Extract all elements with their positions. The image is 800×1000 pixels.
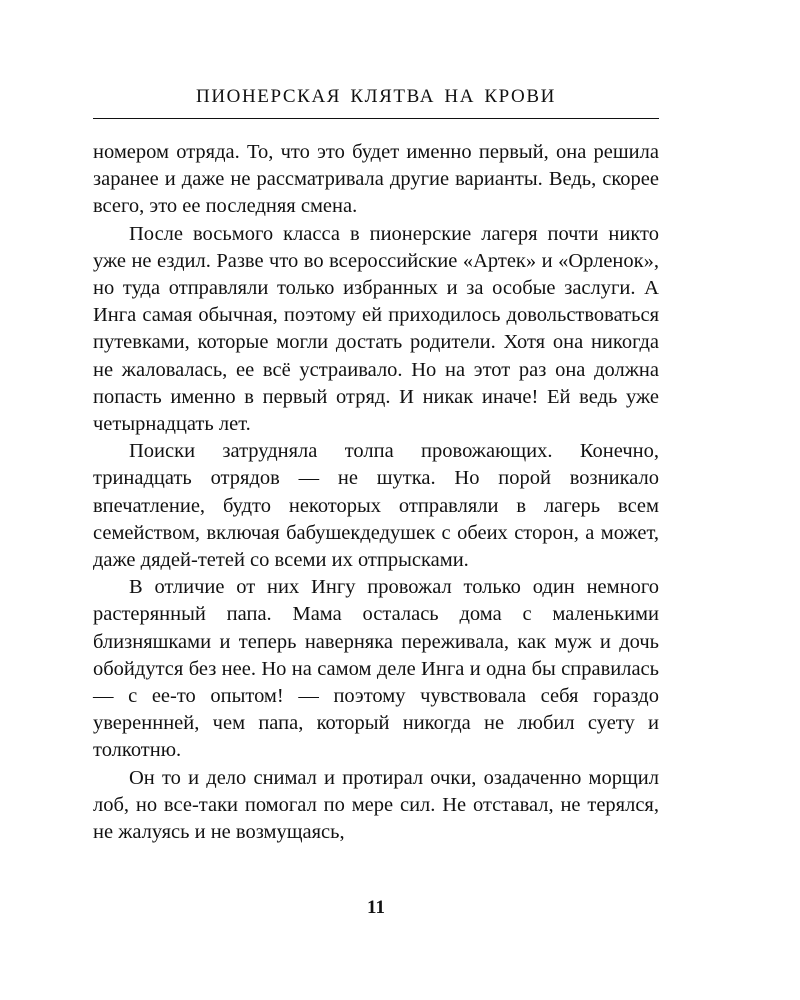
page-number: 11 xyxy=(367,897,385,918)
header-rule xyxy=(93,118,659,119)
paragraph-2: После восьмого класса в пионерские лагеря почти никто уже не ездил. Разве что во всероссийские «Артек» и «Орленок», но туда отправляли только избранных и за особые заслуги. А Инга самая обычная, поэтому ей приходилось довольствоваться путевками, которые могли достать родители. Хотя она никогда не жаловалась, ее всё устраивало. Но на этот раз она должна попасть именно в первый отряд. И никак иначе! Ей ведь уже четырнадцать лет. xyxy=(93,222,659,436)
paragraph-3: Поиски затрудняла толпа провожающих. Конечно, тринадцать отрядов — не шутка. Но порой возникало впечатление, будто некоторых отправляли в лагерь всем семейством, включая бабушекдедушек с обеих сторон, а может, даже дядей-тетей со всеми их отпрысками. xyxy=(93,440,659,572)
body-text xyxy=(93,139,659,846)
paragraph-4: В отличие от них Ингу провожал только один немного растерянный папа. Мама осталась дома с маленькими близняшками и теперь наверняка переживала, как муж и дочь обойдутся без нее. Но на самом деле Инга и одна бы справилась — с ее-то опытом! — поэтому чувствовала себя гораздо увереннней, чем папа, который никогда не любил суету и толкотню. xyxy=(93,576,659,762)
paragraph-1: номером отряда. То, что это будет именно первый, она решила заранее и даже не рассматривала другие варианты. Ведь, скорее всего, это ее последняя смена. xyxy=(93,141,659,218)
paragraph-5: Он то и дело снимал и протирал очки, озадаченно морщил лоб, но все-таки помогал по мере сил. Не отставал, не терялся, не жалуясь и не возмущаясь, xyxy=(93,766,659,844)
running-head-title: ПИОНЕРСКАЯ КЛЯТВА НА КРОВИ xyxy=(196,86,556,107)
